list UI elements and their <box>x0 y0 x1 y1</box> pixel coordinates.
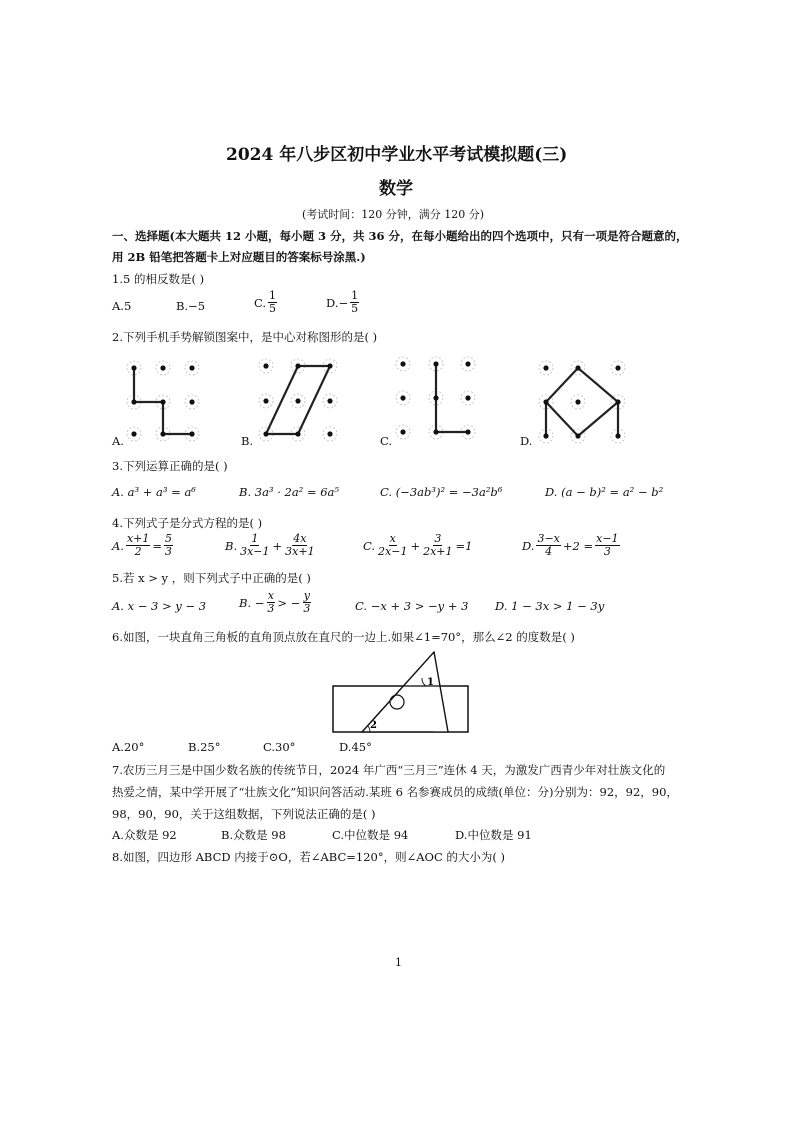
q2-stem: 2.下列手机手势解锁图案中，是中心对称图形的是( ) <box>112 330 378 344</box>
q2-pattern-c <box>390 352 485 446</box>
q7-option-c: C.中位数是 94 <box>332 828 409 842</box>
q7-stem-line1: 7.农历三月三是中国少数名族的传统节日，2024 年广西“三月三”连休 4 天，为激发广西青少年对壮族文化的 <box>112 763 666 777</box>
q4-c-label: C. <box>363 538 376 553</box>
q7-stem-line3: 98，90，90，关于这组数据，下列说法正确的是( ) <box>112 807 376 821</box>
q1-option-c <box>254 290 279 315</box>
q7-option-b: B.众数是 98 <box>221 828 286 842</box>
q7-option-a: A.众数是 92 <box>112 828 177 842</box>
q2-option-c: C. <box>380 434 393 448</box>
q1-d-denominator: 5 <box>351 302 359 315</box>
q5-b-label: B. − <box>239 595 265 610</box>
q5-option-a: A. x − 3 > y − 3 <box>112 599 207 613</box>
q1-option-c-label: C. <box>254 295 267 310</box>
q4-d-den2: 3 <box>603 545 611 558</box>
q1-d-numerator: 1 <box>351 289 359 302</box>
q1-option-b: B.−5 <box>176 299 206 313</box>
q5-b-den1: 3 <box>267 602 275 615</box>
q5-b-num1: x <box>267 589 275 602</box>
q4-b-num1: 1 <box>251 532 259 545</box>
q4-a-den1: 2 <box>134 545 142 558</box>
q4-b-label: B. <box>225 538 238 553</box>
q1-c-denominator: 5 <box>269 302 277 315</box>
q5-b-num2: y <box>303 589 310 602</box>
q4-b-den2: 3x+1 <box>285 545 315 558</box>
q4-d-label: D. <box>522 538 535 553</box>
q4-a-num2: 5 <box>165 532 173 545</box>
q1-c-numerator: 1 <box>269 289 277 302</box>
q4-c-end: =1 <box>455 538 473 553</box>
q4-d-operator: +2 = <box>562 538 594 553</box>
q5-option-d: D. 1 − 3x > 1 − 3y <box>495 599 605 613</box>
q4-c-num2: 3 <box>434 532 442 545</box>
q6-stem: 6.如图，一块直角三角板的直角顶点放在直尺的一边上.如果∠1=70°，那么∠2 的度数是( ) <box>112 630 575 644</box>
page-number: 1 <box>395 956 402 969</box>
q4-a-operator: = <box>152 538 163 553</box>
q6-option-c: C.30° <box>263 740 296 754</box>
q4-b-operator: + <box>272 538 283 553</box>
q3-stem: 3.下列运算正确的是( ) <box>112 459 228 473</box>
q1-option-a: A.5 <box>112 299 132 313</box>
q4-c-num1: x <box>389 532 396 545</box>
angle-1-label: 1 <box>427 677 434 688</box>
q4-c-operator: + <box>410 538 421 553</box>
q4-option-c <box>363 533 472 558</box>
q5-b-operator: > − <box>277 595 301 610</box>
q2-pattern-b <box>250 354 350 448</box>
q6-option-d: D.45° <box>339 740 372 754</box>
q5-option-b <box>239 590 313 615</box>
q6-option-b: B.25° <box>188 740 221 754</box>
page-title: 2024 年八步区初中学业水平考试模拟题(三) <box>226 145 568 165</box>
q3-option-b: B. 3a³ · 2a² = 6a⁵ <box>239 485 340 499</box>
q2-option-d: D. <box>520 434 533 448</box>
section-instructions-line2: 用 2B 铅笔把答题卡上对应题目的答案标号涂黑.) <box>112 250 366 264</box>
section-instructions-line1: 一、选择题(本大题共 12 小题，每小题 3 分，共 36 分，在每小题给出的四个选项中，只有一项是符合题意的， <box>112 229 688 243</box>
q4-a-den2: 3 <box>165 545 173 558</box>
q4-stem: 4.下列式子是分式方程的是( ) <box>112 516 263 530</box>
q5-option-c: C. −x + 3 > −y + 3 <box>355 599 469 613</box>
q7-stem-line2: 热爱之情，某中学开展了“壮族文化”知识问答活动.某班 6 名参赛成员的成绩(单位：分)分别为：92，92，90， <box>112 785 678 799</box>
q4-c-den2: 2x+1 <box>423 545 453 558</box>
q3-option-a: A. a³ + a³ = a⁶ <box>112 485 196 499</box>
q2-pattern-d <box>530 356 630 448</box>
q7-option-d: D.中位数是 91 <box>455 828 532 842</box>
q4-a-num1: x+1 <box>126 532 150 545</box>
angle-2-label: 2 <box>370 720 377 731</box>
q3-option-d: D. (a − b)² = a² − b² <box>545 485 664 499</box>
q4-a-label: A. <box>112 538 124 553</box>
q5-b-den2: 3 <box>303 602 311 615</box>
q4-option-d <box>522 533 622 558</box>
q1-option-d <box>326 290 361 315</box>
exam-info: (考试时间：120 分钟，满分 120 分) <box>302 208 485 221</box>
q1-option-d-label: D.− <box>326 295 349 310</box>
q2-option-a: A. <box>112 434 124 448</box>
q3-option-c: C. (−3ab³)² = −3a²b⁶ <box>380 485 503 499</box>
q8-stem: 8.如图，四边形 ABCD 内接于⊙O，若∠ABC=120°，则∠AOC 的大小为( ) <box>112 850 506 864</box>
subject-title: 数学 <box>379 179 413 199</box>
q2-option-b: B. <box>241 434 254 448</box>
q5-stem: 5.若 x > y ，则下列式子中正确的是( ) <box>112 571 311 585</box>
q4-d-den1: 4 <box>545 545 553 558</box>
q4-option-b <box>225 533 318 558</box>
q1-stem: 1.5 的相反数是( ) <box>112 272 205 286</box>
q4-option-a <box>112 533 175 558</box>
q4-c-den1: 2x−1 <box>378 545 408 558</box>
q6-option-a: A.20° <box>112 740 145 754</box>
q4-d-num1: 3−x <box>537 532 560 545</box>
q4-b-num2: 4x <box>293 532 307 545</box>
q4-b-den1: 3x−1 <box>240 545 270 558</box>
q4-d-num2: x−1 <box>596 532 619 545</box>
q2-pattern-a <box>120 356 215 446</box>
q6-figure-ruler-triangle <box>330 648 472 736</box>
